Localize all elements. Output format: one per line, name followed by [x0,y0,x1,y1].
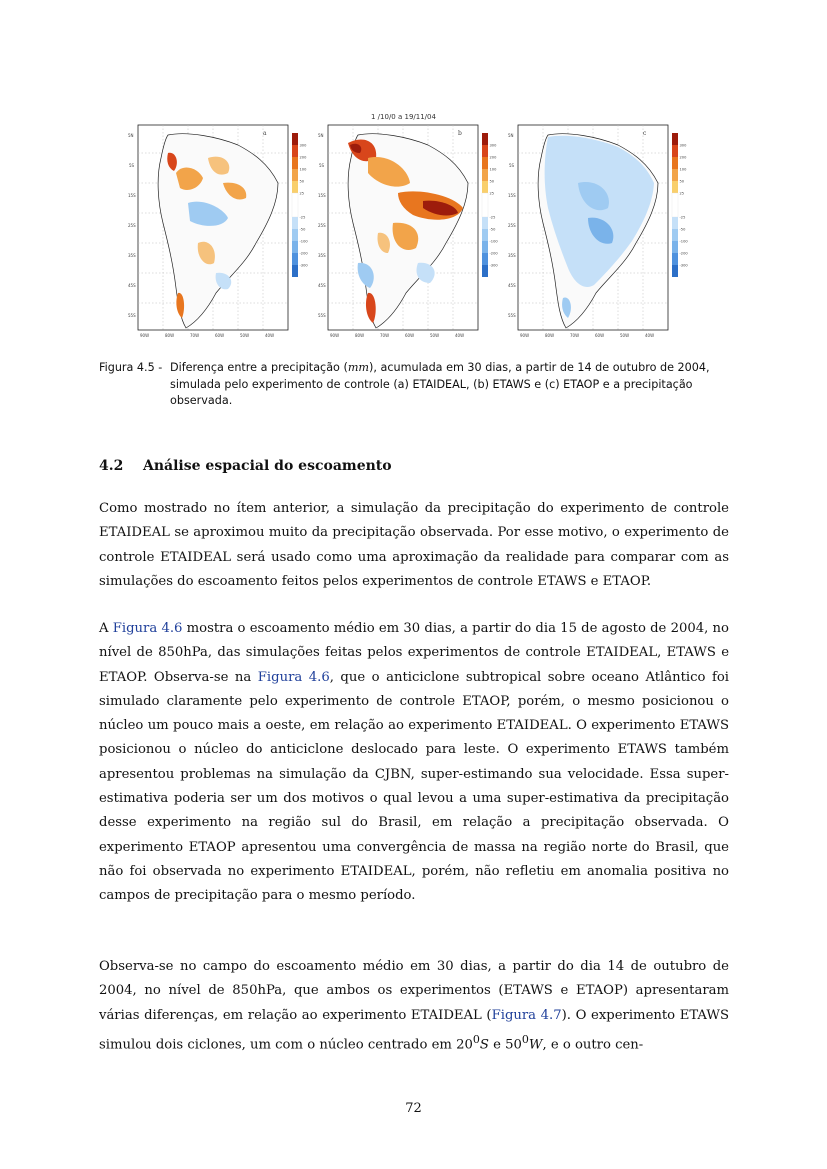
svg-text:90W: 90W [140,333,150,338]
colorbar-tick-label: -200 [679,251,688,256]
svg-text:5N: 5N [318,133,324,138]
colorbar-tick-label: 25 [489,191,495,196]
svg-text:55S: 55S [508,313,516,318]
paragraph-2-text: mostra o escoamento médio em 30 dias, a partir do dia 15 de agosto de 2004, no nível de 850hPa, das simulações feitas pelos experimentos de controle ETAIDEAL, ETAWS e ETAOP. Observa-se na [99,621,729,685]
colorbar-tick-label: -25 [679,215,686,220]
svg-text:55S: 55S [128,313,136,318]
figure-top-title: 1 /10/0 a 19/11/04 [371,113,436,121]
svg-text:80W: 80W [545,333,555,338]
colorbar-tick-label: -300 [489,263,498,268]
svg-text:40W: 40W [265,333,275,338]
map-c-svg [508,123,688,345]
svg-text:25S: 25S [508,223,516,228]
paragraph-3-text: e 50 [488,1037,522,1053]
colorbar-tick-label: 25 [299,191,305,196]
paragraph-1: Como mostrado no ítem anterior, a simulação da precipitação do experimento de controle ETAIDEAL se aproximou muito da precipitação observada. Por esse motivo, o experimento de controle ETAIDEAL será usado como uma aproximação da realidade para comparar com as simulações do escoamento feitos pelos experimentos de controle ETAWS e ETAOP. [99,501,729,589]
colorbar-tick-label: 100 [679,167,687,172]
svg-text:5N: 5N [508,133,514,138]
svg-text:5N: 5N [128,133,134,138]
colorbar-c [672,133,688,277]
svg-text:90W: 90W [520,333,530,338]
svg-text:5S: 5S [509,163,515,168]
svg-text:50W: 50W [430,333,440,338]
svg-text:60W: 60W [405,333,415,338]
svg-text:70W: 70W [380,333,390,338]
svg-text:15S: 15S [128,193,136,198]
degree-sup: 0 [521,1032,529,1046]
colorbar-tick-label: -50 [679,227,686,232]
colorbar-tick-label: -100 [679,239,688,244]
map-a-svg [128,123,308,345]
colorbar-tick-label: 200 [679,155,687,160]
colorbar-b [482,133,498,277]
svg-text:25S: 25S [128,223,136,228]
colorbar-tick-label: -300 [679,263,688,268]
colorbar-tick-label: 200 [299,155,307,160]
svg-text:5S: 5S [319,163,325,168]
figure-4-6-link[interactable]: Figura 4.6 [257,669,330,685]
colorbar-tick-label: -200 [299,251,308,256]
degree-sup: 0 [472,1032,480,1046]
svg-text:45S: 45S [508,283,516,288]
page-number: 72 [405,1101,422,1116]
svg-text:50W: 50W [620,333,630,338]
colorbar-tick-label: 100 [489,167,497,172]
paragraph-3 [99,955,729,1058]
paragraph-3-text: Observa-se no campo do escoamento médio em 30 dias, a partir do dia 14 de outubro de 2004, no nível de 850hPa, que ambos os experimentos (ETAWS e ETAOP) apresentaram várias diferenças, em relação ao experimento ETAIDEAL ( [99,959,729,1023]
colorbar-tick-label: -100 [489,239,498,244]
svg-text:45S: 45S [318,283,326,288]
svg-text:35S: 35S [508,253,516,258]
colorbar-tick-label: -300 [299,263,308,268]
svg-text:80W: 80W [355,333,365,338]
figure-4-5 [128,113,703,348]
svg-text:15S: 15S [318,193,326,198]
colorbar-tick-label: 100 [299,167,307,172]
colorbar-tick-label: -50 [489,227,496,232]
colorbar-tick-label: 50 [679,179,685,184]
map-panel-b [318,123,498,345]
paragraph-3-text: , e o outro cen- [542,1037,644,1053]
colorbar-tick-label: -200 [489,251,498,256]
section-number: 4.2 [99,458,124,474]
svg-text:45S: 45S [128,283,136,288]
colorbar-tick-label: 300 [679,143,687,148]
figure-4-7-link[interactable]: Figura 4.7 [491,1007,562,1023]
figure-4-6-link[interactable]: Figura 4.6 [112,621,183,636]
caption-unit: mm [347,361,370,374]
map-panel-a [128,123,308,345]
svg-text:50W: 50W [240,333,250,338]
svg-text:70W: 70W [190,333,200,338]
colorbar-tick-label: -25 [489,215,496,220]
panel-a-letter: a [263,130,267,137]
colorbar-tick-label: 25 [679,191,685,196]
svg-text:40W: 40W [455,333,465,338]
svg-text:35S: 35S [128,253,136,258]
section-title: Análise espacial do escoamento [143,458,392,474]
colorbar-tick-label: 50 [299,179,305,184]
panel-c-letter: c [643,130,647,137]
italic-s: S [479,1037,489,1053]
panel-b-letter: b [458,130,462,137]
svg-text:35S: 35S [318,253,326,258]
svg-text:25S: 25S [318,223,326,228]
svg-text:60W: 60W [595,333,605,338]
colorbar-tick-label: -50 [299,227,306,232]
caption-text-part: Diferença entre a precipitação ( [170,361,348,374]
colorbar-tick-label: 300 [489,143,497,148]
colorbar-tick-label: 200 [489,155,497,160]
colorbar-a [292,133,308,277]
colorbar-tick-label: -25 [299,215,306,220]
caption-text [170,360,730,410]
colorbar-tick-label: 300 [299,143,307,148]
svg-text:55S: 55S [318,313,326,318]
svg-text:70W: 70W [570,333,580,338]
caption-label: Figura 4.5 - [99,361,163,374]
svg-text:90W: 90W [330,333,340,338]
map-b-svg [318,123,498,345]
paragraph-2-text: , que o anticiclone subtropical sobre oceano Atlântico foi simulado claramente pelo experimento de controle ETAOP, porém, o mesmo posicionou o núcleo um pouco mais a oeste, em relação ao experimento ETAIDEAL. O experimento ETAWS posicionou o núcleo do anticiclone deslocado para leste. O experimento ETAWS também apresentou problemas na simulação da CJBN, super-estimando sua velocidade. Essa super-estimativa poderia ser um dos motivos o qual levou a uma super-estimativa da precipitação desse experimento na região sul do Brasil, em relação a precipitação observada. O experimento ETAOP apresentou uma convergência de massa na região norte do Brasil, que não foi observada no experimento ETAIDEAL, porém, não refletiu em anomalia positiva no campos de precipitação para o mesmo período. [99,669,730,904]
colorbar-tick-label: 50 [489,179,495,184]
italic-w: W [528,1037,543,1053]
colorbar-tick-label: -100 [299,239,308,244]
caption-text-part: ), acumulada em 30 dias, a partir de 14 de outubro de 2004, simulada pelo experimento de controle (a) ETAIDEAL, (b) ETAWS e (c) ETAOP e a precipitação observada. [170,361,710,407]
svg-text:60W: 60W [215,333,225,338]
paragraph-3-text: ). O experimento ETAWS simulou dois ciclones, um com o núcleo centrado em 20 [99,1007,730,1053]
section-heading [99,458,392,474]
svg-text:15S: 15S [508,193,516,198]
svg-text:40W: 40W [645,333,655,338]
paragraph-2-text: A [99,621,113,636]
paragraph-2 [99,617,729,909]
map-panel-c [508,123,688,345]
svg-text:5S: 5S [129,163,135,168]
svg-text:80W: 80W [165,333,175,338]
